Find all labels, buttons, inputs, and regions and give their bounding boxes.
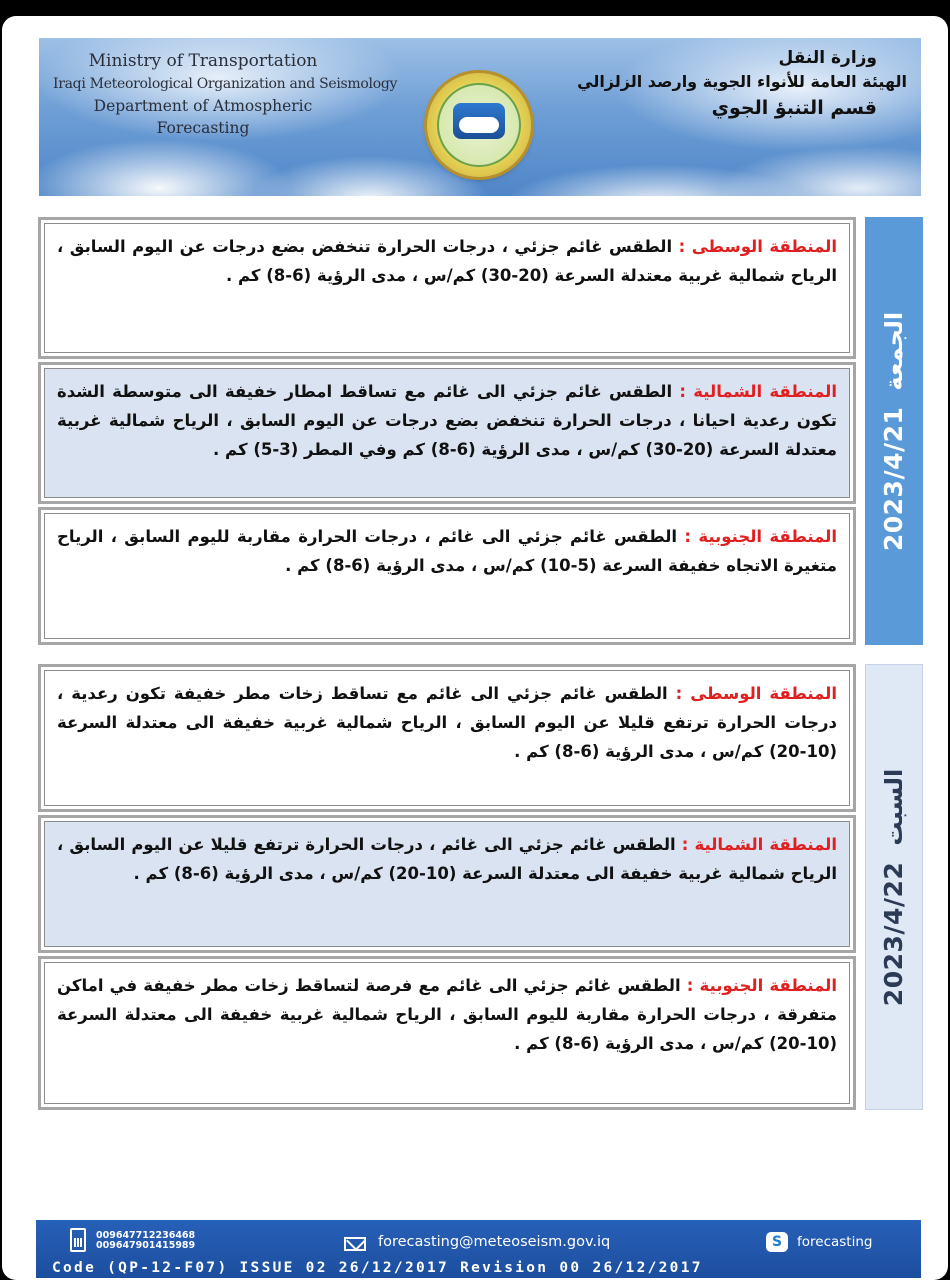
day2-date: 2023/4/22 xyxy=(879,861,909,1006)
region-forecast-text: الطقس غائم جزئي الى غائم مع تساقط امطار خفيفة الى متوسطة الشدة تكون رعدية احيانا ، درجات الحرارة تنخفض بضع درجات عن اليوم السابق ، الرياح شمالية غربية معتدلة السرعة (20-30) كم/س ، مدى الرؤية (6-8) كم وفي المطر (3-5) كم . xyxy=(57,382,837,459)
region-name: المنطقة الوسطى : xyxy=(678,237,837,256)
phone-number-1: 009647712236468 xyxy=(96,1230,196,1241)
region-name: المنطقة الشمالية : xyxy=(681,835,837,854)
skype-id[interactable]: forecasting xyxy=(797,1234,873,1250)
phone-numbers xyxy=(96,1231,195,1251)
skype-icon: S xyxy=(766,1232,788,1252)
region-name: المنطقة الجنوبية : xyxy=(686,976,837,995)
day2-southern-region xyxy=(38,956,856,1110)
department-name-ar: قسم التنبؤ الجوي xyxy=(711,97,877,119)
day1-tab xyxy=(865,217,923,645)
forecast-page xyxy=(2,16,948,1280)
ministry-name-en: Ministry of Transportation xyxy=(88,51,318,71)
region-name: المنطقة الشمالية : xyxy=(679,382,838,401)
header-banner xyxy=(39,38,921,196)
day1-date: 2023/4/21 xyxy=(879,406,909,551)
header-english xyxy=(53,50,398,139)
phone-number-2: 009647901415989 xyxy=(96,1240,196,1251)
region-forecast-text: الطقس غائم جزئي ، درجات الحرارة تنخفض بضع درجات عن اليوم السابق ، الرياح شمالية غربية معتدلة السرعة (20-30) كم/س ، مدى الرؤية (6-8) كم . xyxy=(57,237,837,285)
day1-southern-region xyxy=(38,507,856,645)
region-forecast-text: الطقس غائم جزئي الى غائم ، درجات الحرارة ترتفع قليلا عن اليوم السابق ، الرياح شمالية غربية خفيفة الى معتدلة السرعة (10-20) كم/س ، مدى الرؤية (6-8) كم . xyxy=(57,835,837,883)
region-name: المنطقة الوسطى : xyxy=(675,684,837,703)
ministry-name-ar: وزارة النقل xyxy=(778,48,877,68)
day2-central-region xyxy=(38,664,856,812)
day1-name: الجمعة xyxy=(880,311,909,391)
phone-icon xyxy=(70,1228,86,1252)
header-arabic xyxy=(577,46,907,122)
email-link[interactable]: forecasting@meteoseism.gov.iq xyxy=(378,1234,611,1250)
organization-logo-icon xyxy=(427,73,531,177)
day2-name: السبت xyxy=(880,768,908,846)
day1-central-region xyxy=(38,217,856,359)
region-name: المنطقة الجنوبية : xyxy=(684,527,837,546)
footer-bar xyxy=(36,1220,921,1278)
organization-name-ar: الهيئة العامة للأنواء الجوية وارصد الزلزالي xyxy=(577,72,907,91)
day2-northern-region xyxy=(38,815,856,953)
day2-tab xyxy=(865,664,923,1110)
department-name-en: Department of Atmospheric Forecasting xyxy=(93,97,313,137)
mail-icon xyxy=(344,1237,366,1251)
document-code: Code (QP-12-F07) ISSUE 02 26/12/2017 Revision 00 26/12/2017 xyxy=(52,1260,703,1276)
organization-name-en: Iraqi Meteorological Organization and Seismology xyxy=(53,76,398,92)
day1-northern-region xyxy=(38,362,856,504)
region-forecast-text: الطقس غائم جزئي الى غائم مع فرصة لتساقط زخات مطر خفيفة في اماكن متفرقة ، درجات الحرارة مقاربة لليوم السابق ، الرياح شمالية غربية خفيفة الى معتدلة السرعة (10-20) كم/س ، مدى الرؤية (6-8) كم . xyxy=(57,976,837,1053)
region-forecast-text: الطقس غائم جزئي الى غائم ، درجات الحرارة مقاربة لليوم السابق ، الرياح متغيرة الاتجاه خفيفة السرعة (5-10) كم/س ، مدى الرؤية (6-8) كم . xyxy=(57,527,837,575)
region-forecast-text: الطقس غائم جزئي الى غائم مع تساقط زخات مطر خفيفة تكون رعدية ، درجات الحرارة ترتفع قليلا عن اليوم السابق ، الرياح شمالية غربية خفيفة الى معتدلة السرعة (10-20) كم/س ، مدى الرؤية (6-8) كم . xyxy=(57,684,837,761)
